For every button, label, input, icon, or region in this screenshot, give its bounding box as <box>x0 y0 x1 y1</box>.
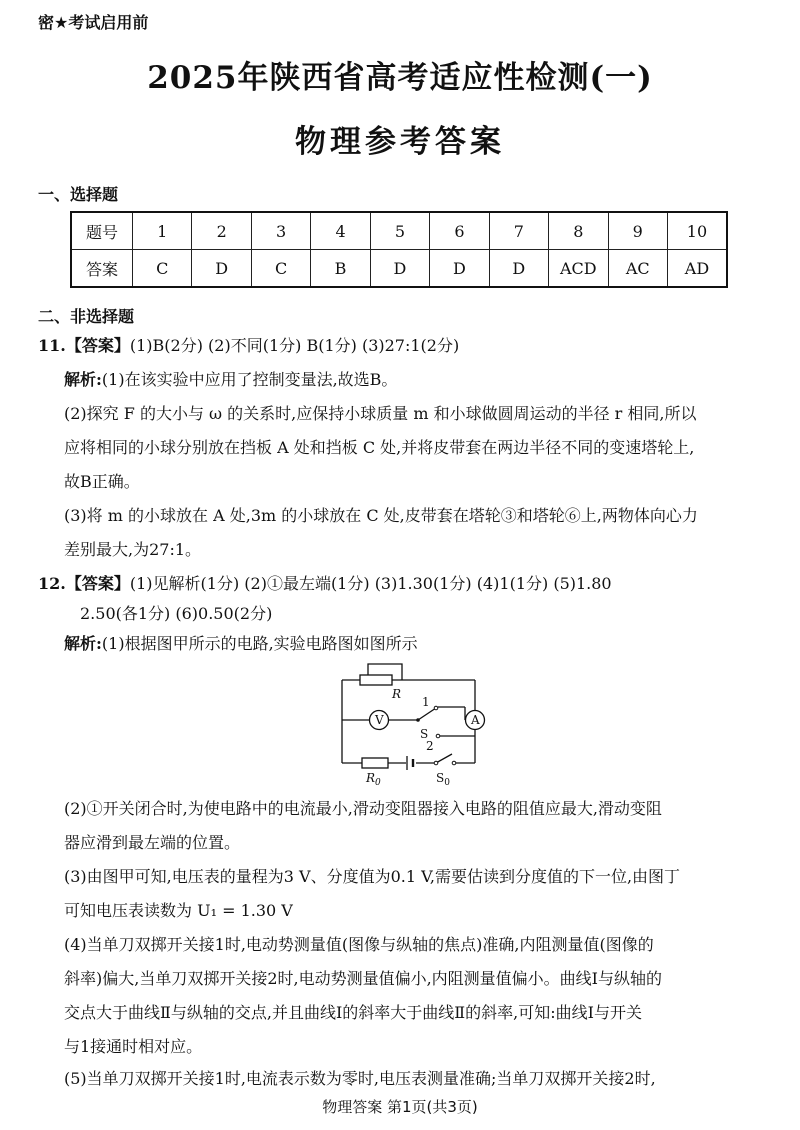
q11-explain-line: 故B正确。 <box>64 472 140 491</box>
question-number: 8 <box>549 212 608 250</box>
q11-answer-line <box>38 335 459 357</box>
answer-cell: C <box>251 250 310 288</box>
circuit-diagram <box>330 658 500 786</box>
contact-1-dot <box>434 706 438 710</box>
answer-row <box>71 250 727 288</box>
answer-cell: D <box>489 250 548 288</box>
rheostat-body <box>360 675 392 685</box>
label-a: A <box>471 713 480 727</box>
switch-pivot-dot <box>416 718 420 722</box>
section-heading-choice: 一、选择题 <box>38 185 119 204</box>
question-number: 2 <box>192 212 251 250</box>
confidential-label: 密★考试启用前 <box>38 13 149 32</box>
label-r: R <box>392 687 402 701</box>
q11-explain-text: (1)在该实验中应用了控制变量法,故选B。 <box>101 370 398 389</box>
q12-explain-line: (2)①开关闭合时,为使电路中的电流最小,滑动变阻器接入电路的阻值应最大,滑动变阻 <box>64 799 662 818</box>
q12-explain-line: 交点大于曲线Ⅱ与纵轴的交点,并且曲线Ⅰ的斜率大于曲线Ⅱ的斜率,可知:曲线Ⅰ与开关 <box>64 1003 642 1022</box>
q12-answer-line <box>38 573 612 595</box>
page-footer: 物理答案 第1页(共3页) <box>322 1098 478 1116</box>
label-v: V <box>375 713 384 727</box>
question-number: 6 <box>430 212 489 250</box>
question-number: 4 <box>311 212 370 250</box>
label-s: S <box>420 727 429 741</box>
q11-explain-line: 应将相同的小球分别放在挡板 A 处和挡板 C 处,并将皮带套在两边半径不同的变速塔轮上, <box>64 438 695 457</box>
answer-cell: D <box>430 250 489 288</box>
q11-explain-line: (3)将 m 的小球放在 A 处,3m 的小球放在 C 处,皮带套在塔轮③和塔轮⑥上,两物体向心力 <box>64 506 698 525</box>
question-number: 10 <box>667 212 727 250</box>
answer-cell: AD <box>667 250 727 288</box>
label-1: 1 <box>422 695 430 709</box>
label-s0: $S_0$ <box>436 771 450 786</box>
table-header-cell: 题号 <box>71 212 133 250</box>
answer-cell: D <box>192 250 251 288</box>
answer-cell: C <box>133 250 192 288</box>
answer-table <box>70 211 728 288</box>
q12-explain-line <box>64 633 418 655</box>
question-number-row <box>71 212 727 250</box>
resistor-r0 <box>362 758 388 768</box>
q11-explain-line: 差别最大,为27:1。 <box>64 540 202 559</box>
question-number: 9 <box>608 212 667 250</box>
s0-pivot-dot <box>434 761 438 765</box>
rheostat-slider-wire <box>368 664 402 680</box>
s0-contact-dot <box>452 761 456 765</box>
contact-2-dot <box>436 734 440 738</box>
q12-explain-line: (4)当单刀双掷开关接1时,电动势测量值(图像与纵轴的焦点)准确,内阻测量值(图像的 <box>64 935 654 954</box>
q12-explain-line: 斜率)偏大,当单刀双掷开关接2时,电动势测量值偏小,内阻测量值偏小。曲线Ⅰ与纵轴的 <box>64 969 663 988</box>
q12-explain-label: 解析: <box>64 634 102 653</box>
table-header-cell: 答案 <box>71 250 133 288</box>
q12-number: 12. <box>38 574 66 593</box>
label-r0: $R_0$ <box>366 771 381 786</box>
question-number: 3 <box>251 212 310 250</box>
answer-cell: AC <box>608 250 667 288</box>
q11-answer-text: (1)B(2分) (2)不同(1分) B(1分) (3)27:1(2分) <box>129 336 460 355</box>
answer-cell: D <box>370 250 429 288</box>
q12-explain-line: (3)由图甲可知,电压表的量程为3 V、分度值为0.1 V,需要估读到分度值的下一位,由图丁 <box>64 867 681 886</box>
q12-explain-line: 与1接通时相对应。 <box>64 1037 203 1056</box>
q11-explain-label: 解析: <box>64 370 102 389</box>
answer-cell: ACD <box>549 250 608 288</box>
q12-explain-line: 可知电压表读数为 U₁ = 1.30 V <box>64 901 293 920</box>
switch-s0-blade <box>436 754 452 763</box>
q12-answer-tag: 【答案】 <box>65 574 130 593</box>
q12-explain-line: 器应滑到最左端的位置。 <box>64 833 241 852</box>
q11-number: 11. <box>38 336 66 355</box>
q12-answer-text: (1)见解析(1分) (2)①最左端(1分) (3)1.30(1分) (4)1(1分) (5)1.80 <box>129 574 612 593</box>
question-number: 5 <box>370 212 429 250</box>
label-2: 2 <box>426 739 434 753</box>
q12-explain-line: (5)当单刀双掷开关接1时,电流表示数为零时,电压表测量准确;当单刀双掷开关接2时, <box>64 1069 656 1088</box>
question-number: 1 <box>133 212 192 250</box>
q11-explain-line <box>64 369 397 391</box>
spdt-switch-blade <box>418 708 436 720</box>
section-heading-nonchoice: 二、非选择题 <box>38 307 135 326</box>
q12-answer-line-2: 2.50(各1分) (6)0.50(2分) <box>80 604 273 623</box>
q11-answer-tag: 【答案】 <box>65 336 130 355</box>
page-subtitle: 物理参考答案 <box>295 124 505 160</box>
question-number: 7 <box>489 212 548 250</box>
q11-explain-line: (2)探究 F 的大小与 ω 的关系时,应保持小球质量 m 和小球做圆周运动的半径 r 相同,所以 <box>64 404 697 423</box>
q12-explain-text: (1)根据图甲所示的电路,实验电路图如图所示 <box>101 634 418 653</box>
page-title: 2025年陕西省高考适应性检测(一) <box>147 60 653 96</box>
answer-cell: B <box>311 250 370 288</box>
